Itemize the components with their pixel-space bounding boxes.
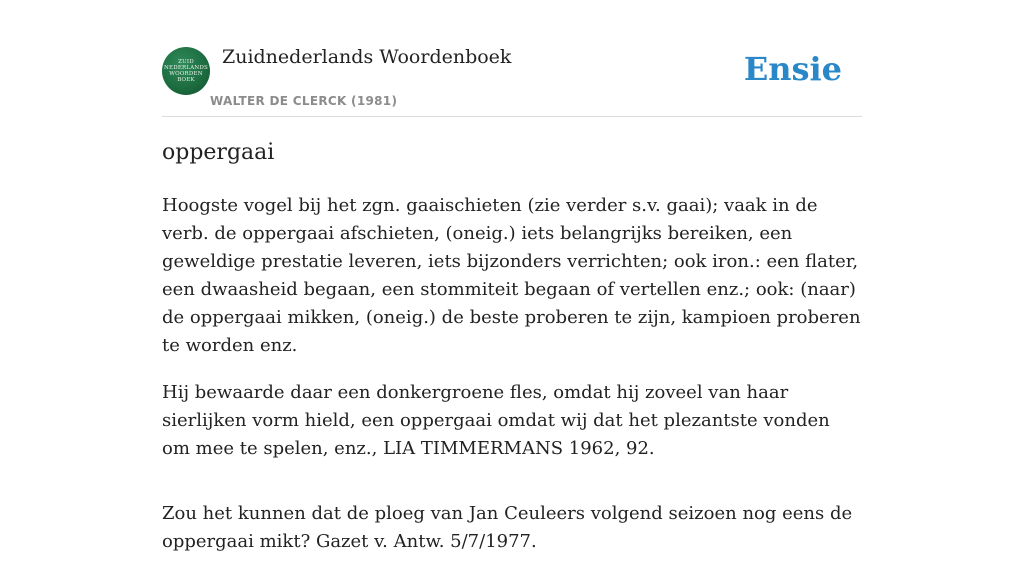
entry-headword: oppergaai	[162, 140, 275, 165]
entry-definition: Hoogste vogel bij het zgn. gaaischieten (zie verder s.v. gaai); vaak in de verb. de oppergaai afschieten, (oneig.) iets belangrijks bereiken, een geweldige prestatie leveren, iets bijzonders verrichten; ook iron.: een flater, een dwaasheid begaan, een stommiteit begaan of vertellen enz.; ook: (naar) de oppergaai mikken, (oneig.) de beste proberen te zijn, kampioen proberen te worden enz.	[162, 195, 861, 356]
book-title[interactable]: Zuidnederlands Woordenboek	[222, 46, 512, 68]
book-author: WALTER DE CLERCK (1981)	[210, 94, 398, 108]
logo-line: ZUID	[178, 59, 194, 65]
entry-quote: Hij bewaarde daar een donkergroene fles, omdat hij zoveel van haar sierlijken vorm hield, een oppergaai omdat wij dat het plezantste vonden om mee te spelen, enz., LIA TIMMERMANS 1962, 92.	[162, 382, 830, 459]
entry-quote: Zou het kunnen dat de ploeg van Jan Ceuleers volgend seizoen nog eens de oppergaai mikt? Gazet v. Antw. 5/7/1977.	[162, 503, 853, 552]
entry-body	[162, 192, 862, 575]
logo-line: NEDERLANDS	[163, 65, 208, 71]
page	[162, 0, 862, 552]
book-cover-logo[interactable]	[162, 47, 210, 95]
logo-line: BOEK	[177, 77, 195, 83]
ensie-logo-link[interactable]: Ensie	[743, 50, 842, 88]
header	[162, 0, 862, 117]
logo-line: WOORDEN	[169, 71, 203, 77]
